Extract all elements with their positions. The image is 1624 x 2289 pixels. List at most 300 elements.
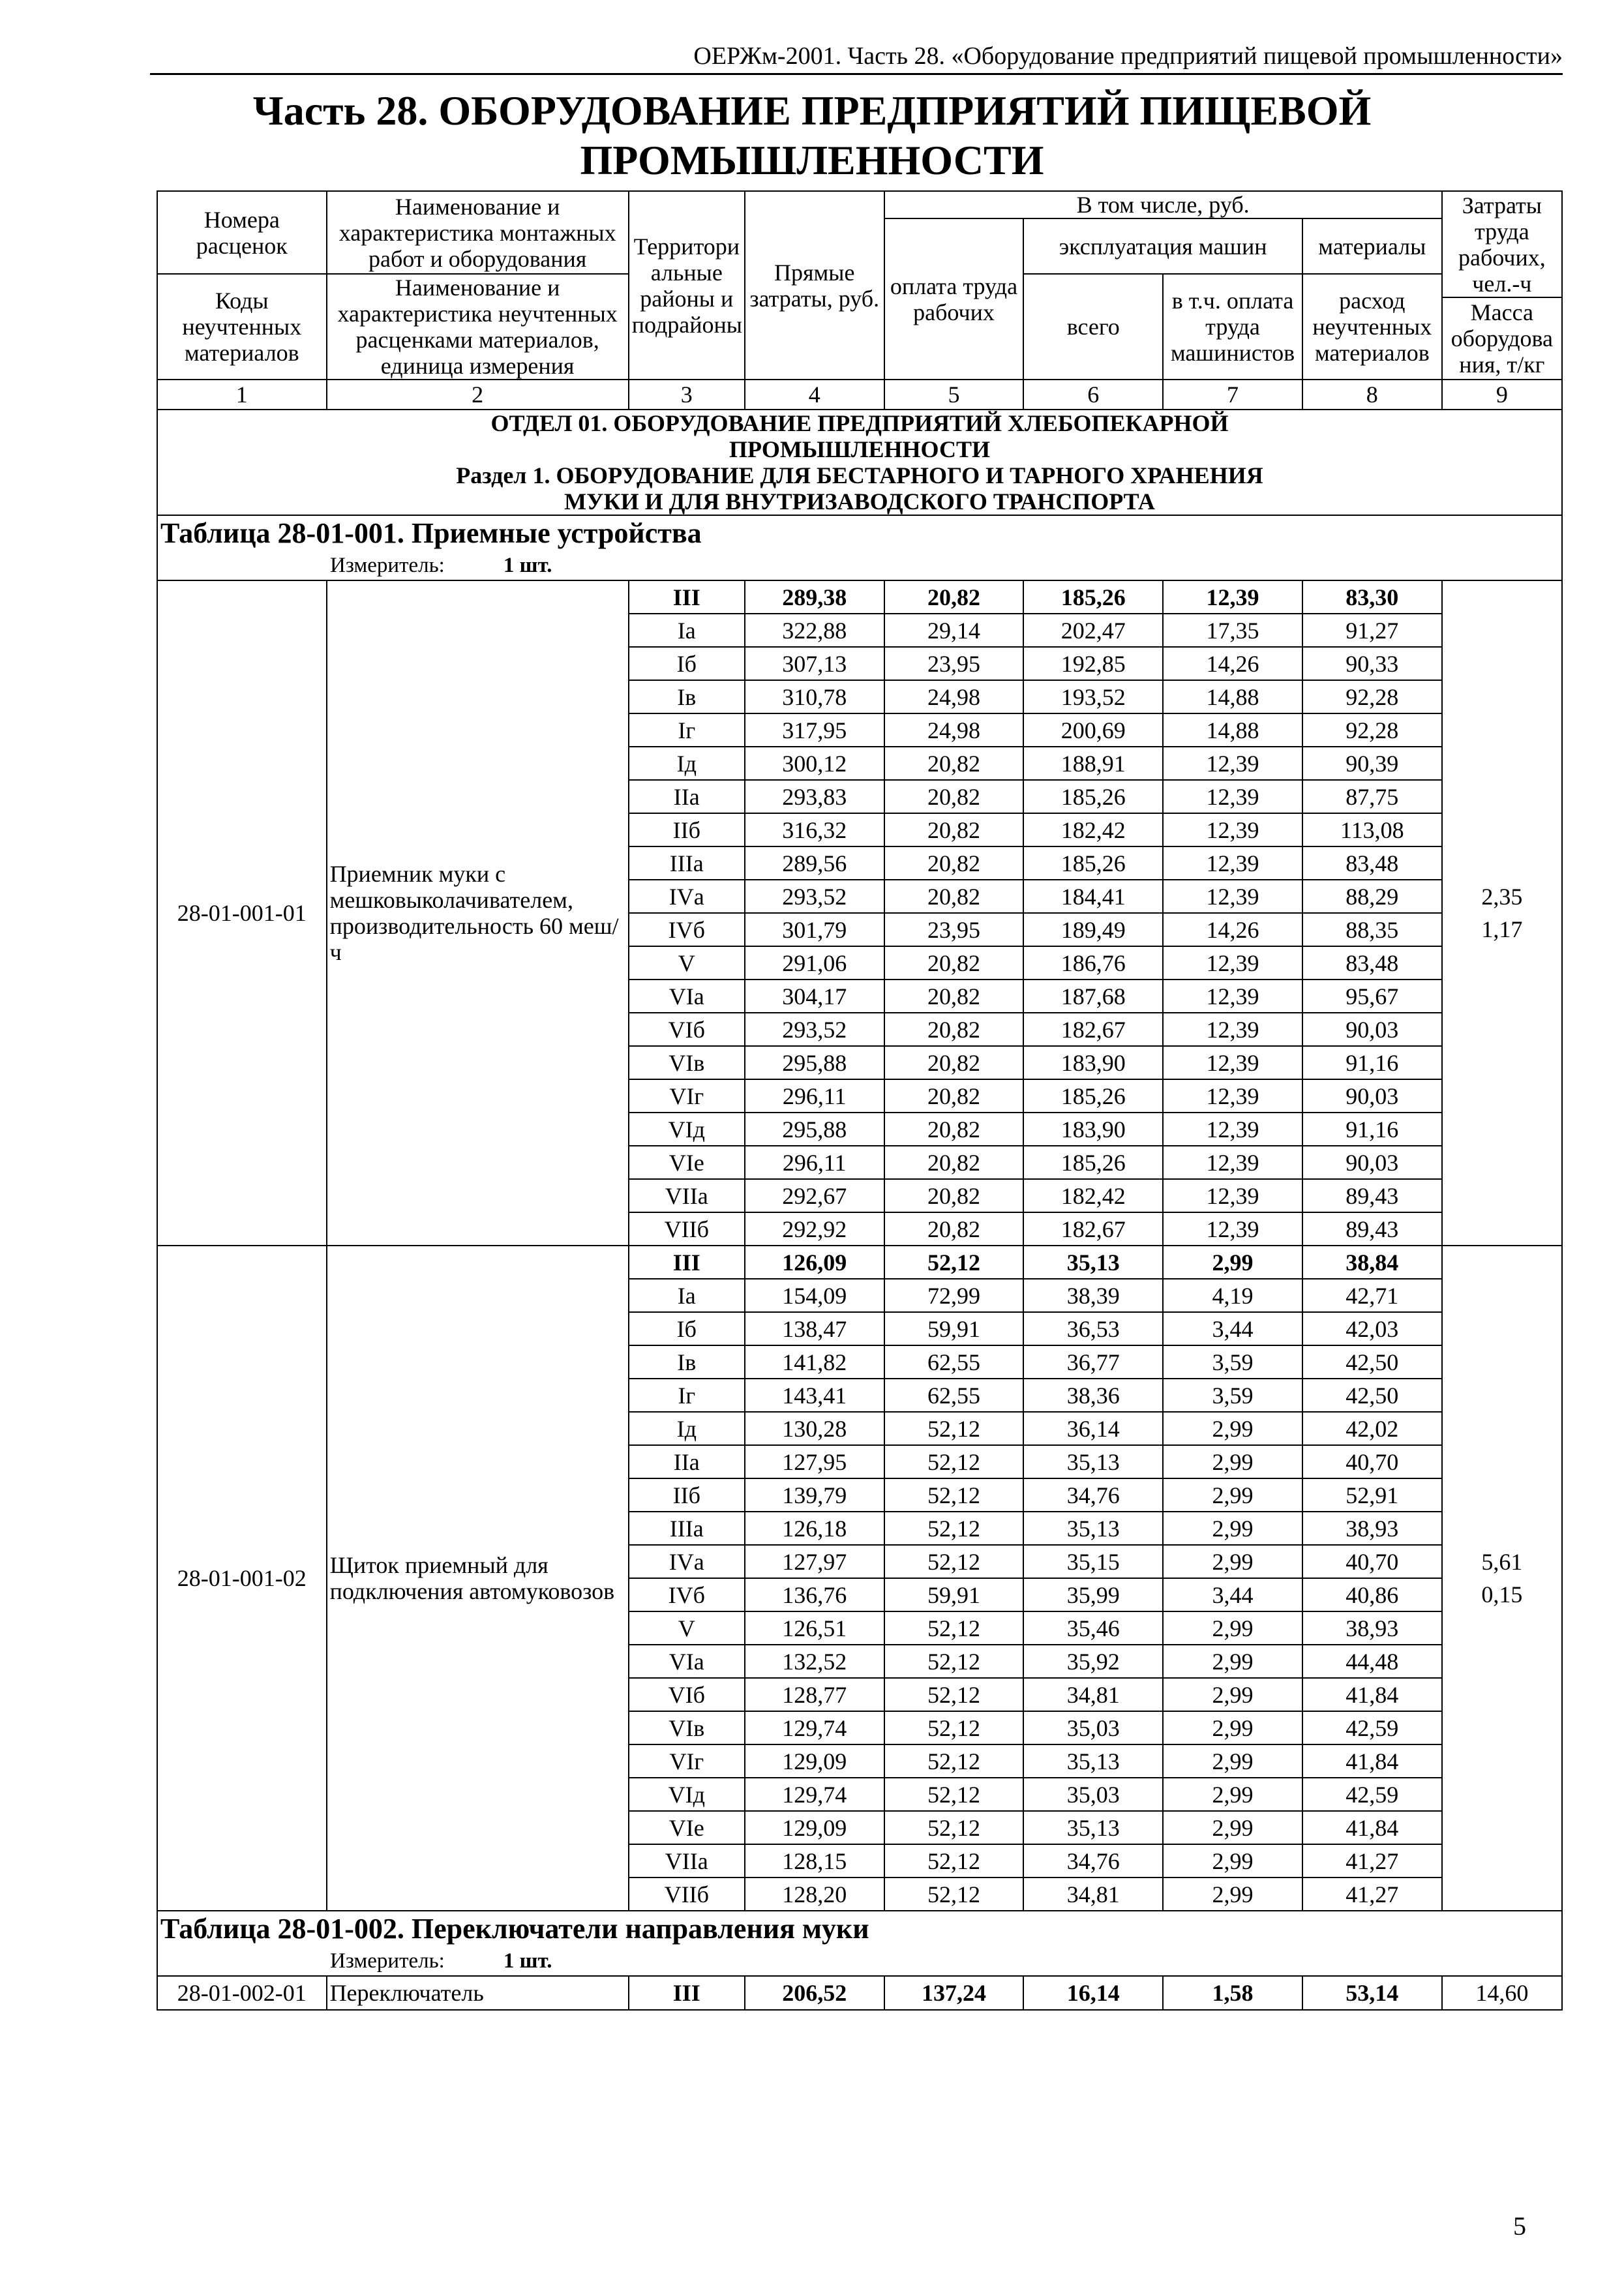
value-cell: 129,74 [745, 1711, 884, 1744]
territory-cell: VIIб [629, 1878, 745, 1911]
value-cell: 41,27 [1302, 1878, 1442, 1911]
value-cell: 126,51 [745, 1611, 884, 1645]
value-cell: 128,20 [745, 1878, 884, 1911]
measure-unit [160, 551, 1559, 580]
value-cell: 186,76 [1023, 946, 1163, 980]
header-direct-costs: Прямые затраты, руб. [745, 191, 884, 380]
value-cell: 126,09 [745, 1246, 884, 1279]
value-cell: 188,91 [1023, 747, 1163, 780]
value-cell: 35,99 [1023, 1578, 1163, 1611]
page-title [0, 86, 1624, 185]
table-heading [157, 1911, 1562, 1976]
section-heading [157, 410, 1562, 515]
value-cell: 52,12 [884, 1478, 1024, 1512]
value-cell: 132,52 [745, 1645, 884, 1678]
value-cell: 141,82 [745, 1345, 884, 1379]
column-number: 5 [884, 380, 1024, 410]
value-cell: 12,39 [1163, 846, 1302, 880]
value-cell: 35,13 [1023, 1744, 1163, 1778]
value-cell: 34,81 [1023, 1678, 1163, 1711]
value-cell: 52,12 [884, 1412, 1024, 1445]
value-cell: 2,99 [1163, 1878, 1302, 1911]
header-machinist-pay: в т.ч. оплата труда машинистов [1163, 274, 1302, 380]
value-cell: 291,06 [745, 946, 884, 980]
value-cell: 90,33 [1302, 647, 1442, 680]
value-cell: 29,14 [884, 614, 1024, 647]
territory-cell: VIб [629, 1678, 745, 1711]
value-cell: 12,39 [1163, 1046, 1302, 1079]
table-heading [157, 515, 1562, 580]
header-worker-pay: оплата труда рабочих [884, 218, 1024, 380]
table-title: Таблица 28-01-002. Переключатели направления муки [160, 1913, 869, 1945]
territory-cell: VIIб [629, 1212, 745, 1246]
value-cell: 137,24 [884, 1976, 1024, 2010]
value-cell: 23,95 [884, 913, 1024, 946]
value-cell: 95,67 [1302, 980, 1442, 1013]
value-cell: 35,03 [1023, 1778, 1163, 1811]
value-cell: 20,82 [884, 846, 1024, 880]
value-cell: 41,84 [1302, 1811, 1442, 1844]
value-cell: 3,59 [1163, 1345, 1302, 1379]
value-cell: 3,59 [1163, 1379, 1302, 1412]
value-cell: 41,27 [1302, 1844, 1442, 1878]
territory-cell: Iг [629, 713, 745, 747]
value-cell: 206,52 [745, 1976, 884, 2010]
territory-cell: VIIа [629, 1844, 745, 1878]
header-material-names: Наименование и характеристика неучтенных расценками материалов, единица измерения [327, 274, 629, 380]
header-materials: материалы [1302, 218, 1442, 274]
territory-cell: IIб [629, 1478, 745, 1512]
value-cell: 52,12 [884, 1744, 1024, 1778]
column-number: 9 [1442, 380, 1562, 410]
header-labor-costs: Затраты труда рабочих, чел.-ч [1442, 191, 1562, 297]
territory-cell: VIIа [629, 1179, 745, 1212]
value-cell: 12,39 [1163, 946, 1302, 980]
value-cell: 62,55 [884, 1345, 1024, 1379]
value-cell: 52,12 [884, 1611, 1024, 1645]
measure-label: Измеритель: [330, 1949, 445, 1973]
territory-cell: VIг [629, 1079, 745, 1113]
razdel-title-line-2: МУКИ И ДЛЯ ВНУТРИЗАВОДСКОГО ТРАНСПОРТА [564, 488, 1155, 515]
value-cell: 129,74 [745, 1778, 884, 1811]
value-cell: 2,99 [1163, 1678, 1302, 1711]
work-name: Приемник муки с мешковыколачивателем, производительность 60 меш/ч [327, 580, 629, 1246]
value-cell: 91,16 [1302, 1113, 1442, 1146]
column-number: 7 [1163, 380, 1302, 410]
value-cell: 40,70 [1302, 1545, 1442, 1578]
value-cell: 36,77 [1023, 1345, 1163, 1379]
territory-cell: Iа [629, 1279, 745, 1312]
value-cell: 183,90 [1023, 1046, 1163, 1079]
value-cell: 20,82 [884, 780, 1024, 813]
value-cell: 12,39 [1163, 1113, 1302, 1146]
value-cell: 182,42 [1023, 1179, 1163, 1212]
value-cell: 20,82 [884, 980, 1024, 1013]
territory-cell: VIд [629, 1778, 745, 1811]
value-cell: 2,99 [1163, 1246, 1302, 1279]
header-machines-total: всего [1023, 274, 1163, 380]
value-cell: 317,95 [745, 713, 884, 747]
value-cell: 72,99 [884, 1279, 1024, 1312]
value-cell: 89,43 [1302, 1212, 1442, 1246]
territory-cell: VIд [629, 1113, 745, 1146]
value-cell: 59,91 [884, 1312, 1024, 1345]
value-cell: 36,53 [1023, 1312, 1163, 1345]
value-cell: 41,84 [1302, 1678, 1442, 1711]
value-cell: 292,92 [745, 1212, 884, 1246]
value-cell: 40,86 [1302, 1578, 1442, 1611]
header-work-name: Наименование и характеристика монтажных работ и оборудования [327, 191, 629, 274]
rate-code: 28-01-002-01 [157, 1976, 327, 2010]
value-cell: 185,26 [1023, 780, 1163, 813]
value-cell: 52,12 [884, 1645, 1024, 1678]
value-cell: 20,82 [884, 946, 1024, 980]
territory-cell: Iд [629, 747, 745, 780]
value-cell: 24,98 [884, 713, 1024, 747]
value-cell: 52,12 [884, 1545, 1024, 1578]
value-cell: 12,39 [1163, 880, 1302, 913]
value-cell: 36,14 [1023, 1412, 1163, 1445]
territory-cell: III [629, 580, 745, 614]
measure-label: Измеритель: [330, 554, 445, 577]
header-material-codes: Коды неучтенных материалов [157, 274, 327, 380]
value-cell: 202,47 [1023, 614, 1163, 647]
column-number: 3 [629, 380, 745, 410]
value-cell: 183,90 [1023, 1113, 1163, 1146]
value-cell: 14,88 [1163, 680, 1302, 713]
value-cell: 52,91 [1302, 1478, 1442, 1512]
column-number: 8 [1302, 380, 1442, 410]
value-cell: 138,47 [745, 1312, 884, 1345]
value-cell: 35,03 [1023, 1711, 1163, 1744]
value-cell: 289,38 [745, 580, 884, 614]
value-cell: 52,12 [884, 1811, 1024, 1844]
territory-cell: IIа [629, 1445, 745, 1478]
value-cell: 44,48 [1302, 1645, 1442, 1678]
value-cell: 38,93 [1302, 1611, 1442, 1645]
value-cell: 91,16 [1302, 1046, 1442, 1079]
value-cell: 40,70 [1302, 1445, 1442, 1478]
value-cell: 20,82 [884, 1113, 1024, 1146]
value-cell: 12,39 [1163, 747, 1302, 780]
table-row [157, 1976, 1562, 2010]
territory-cell: VIе [629, 1811, 745, 1844]
territory-cell: VIг [629, 1744, 745, 1778]
territory-cell: Iг [629, 1379, 745, 1412]
value-cell: 92,28 [1302, 713, 1442, 747]
value-cell: 296,11 [745, 1079, 884, 1113]
value-cell: 88,35 [1302, 913, 1442, 946]
rate-code: 28-01-001-01 [157, 580, 327, 1246]
value-cell: 2,99 [1163, 1611, 1302, 1645]
territory-cell: Iв [629, 680, 745, 713]
territory-cell: IIIа [629, 1512, 745, 1545]
value-cell: 2,99 [1163, 1545, 1302, 1578]
value-cell: 293,83 [745, 780, 884, 813]
value-cell: 52,12 [884, 1711, 1024, 1744]
value-cell: 17,35 [1163, 614, 1302, 647]
header-machine-operation: эксплуатация машин [1023, 218, 1302, 274]
value-cell: 295,88 [745, 1046, 884, 1079]
value-cell: 52,12 [884, 1512, 1024, 1545]
column-number: 1 [157, 380, 327, 410]
header-material-consumption: расход неучтенных материалов [1302, 274, 1442, 380]
value-cell: 12,39 [1163, 1212, 1302, 1246]
value-cell: 185,26 [1023, 580, 1163, 614]
value-cell: 42,71 [1302, 1279, 1442, 1312]
territory-cell: VIб [629, 1013, 745, 1046]
department-title-line-1: ОТДЕЛ 01. ОБОРУДОВАНИЕ ПРЕДПРИЯТИЙ ХЛЕБОПЕКАРНОЙ [490, 410, 1229, 436]
value-cell: 35,13 [1023, 1445, 1163, 1478]
value-cell: 127,97 [745, 1545, 884, 1578]
value-cell: 38,84 [1302, 1246, 1442, 1279]
value-cell: 126,18 [745, 1512, 884, 1545]
territory-cell: VIа [629, 1645, 745, 1678]
value-cell: 2,99 [1163, 1645, 1302, 1678]
territory-cell: III [629, 1976, 745, 2010]
value-cell: 185,26 [1023, 1146, 1163, 1179]
value-cell: 185,26 [1023, 846, 1163, 880]
value-cell: 42,50 [1302, 1379, 1442, 1412]
column-number: 6 [1023, 380, 1163, 410]
labor-hours: 2,35 [1481, 884, 1523, 910]
territory-cell: IIб [629, 813, 745, 846]
work-name: Переключатель [327, 1976, 629, 2010]
value-cell: 20,82 [884, 747, 1024, 780]
value-cell: 20,82 [884, 580, 1024, 614]
territory-cell: Iв [629, 1345, 745, 1379]
value-cell: 38,93 [1302, 1512, 1442, 1545]
value-cell: 154,09 [745, 1279, 884, 1312]
territory-cell: VIв [629, 1711, 745, 1744]
value-cell: 34,76 [1023, 1478, 1163, 1512]
table-row [157, 1246, 1562, 1279]
value-cell: 35,13 [1023, 1811, 1163, 1844]
rates-table [157, 190, 1563, 2011]
territory-cell: III [629, 1246, 745, 1279]
measure-value: 1 шт. [503, 554, 552, 577]
value-cell: 34,81 [1023, 1878, 1163, 1911]
value-cell: 316,32 [745, 813, 884, 846]
value-cell: 12,39 [1163, 1146, 1302, 1179]
value-cell: 2,99 [1163, 1811, 1302, 1844]
value-cell: 304,17 [745, 980, 884, 1013]
territory-cell: VIе [629, 1146, 745, 1179]
value-cell: 129,09 [745, 1744, 884, 1778]
value-cell: 300,12 [745, 747, 884, 780]
work-name: Щиток приемный для подключения автомуковозов [327, 1246, 629, 1911]
value-cell: 139,79 [745, 1478, 884, 1512]
value-cell: 2,99 [1163, 1744, 1302, 1778]
value-cell: 38,39 [1023, 1279, 1163, 1312]
value-cell: 20,82 [884, 1146, 1024, 1179]
value-cell: 1,58 [1163, 1976, 1302, 2010]
territory-cell: VIв [629, 1046, 745, 1079]
value-cell: 20,82 [884, 813, 1024, 846]
value-cell: 184,41 [1023, 880, 1163, 913]
value-cell: 289,56 [745, 846, 884, 880]
value-cell: 90,39 [1302, 747, 1442, 780]
value-cell: 20,82 [884, 1013, 1024, 1046]
value-cell: 20,82 [884, 1212, 1024, 1246]
value-cell: 12,39 [1163, 580, 1302, 614]
value-cell: 3,44 [1163, 1312, 1302, 1345]
value-cell: 42,59 [1302, 1778, 1442, 1811]
header-rate-number: Номера расценок [157, 191, 327, 274]
equipment-mass: 1,17 [1481, 916, 1523, 942]
value-cell: 14,88 [1163, 713, 1302, 747]
value-cell: 130,28 [745, 1412, 884, 1445]
value-cell: 59,91 [884, 1578, 1024, 1611]
value-cell: 182,67 [1023, 1013, 1163, 1046]
value-cell: 92,28 [1302, 680, 1442, 713]
value-cell: 24,98 [884, 680, 1024, 713]
value-cell: 89,43 [1302, 1179, 1442, 1212]
table-row [157, 580, 1562, 614]
territory-cell: V [629, 1611, 745, 1645]
value-cell: 38,36 [1023, 1379, 1163, 1412]
value-cell: 42,02 [1302, 1412, 1442, 1445]
value-cell: 12,39 [1163, 813, 1302, 846]
territory-cell: IVб [629, 1578, 745, 1611]
running-header: ОЕРЖм-2001. Часть 28. «Оборудование предприятий пищевой промышленности» [150, 39, 1563, 75]
header-territory: Территори альные районы и подрайоны [629, 191, 745, 380]
measure-unit [160, 1947, 1559, 1975]
territory-cell: IIа [629, 780, 745, 813]
labor-hours: 14,60 [1475, 1980, 1529, 2006]
value-cell: 182,42 [1023, 813, 1163, 846]
value-cell: 301,79 [745, 913, 884, 946]
column-number: 4 [745, 380, 884, 410]
header-equipment-mass: Масса оборудова ния, т/кг [1442, 297, 1562, 380]
value-cell: 91,27 [1302, 614, 1442, 647]
value-cell: 53,14 [1302, 1976, 1442, 2010]
header-including-group: В том числе, руб. [884, 191, 1442, 218]
value-cell: 52,12 [884, 1246, 1024, 1279]
territory-cell: VIа [629, 980, 745, 1013]
value-cell: 90,03 [1302, 1146, 1442, 1179]
value-cell: 296,11 [745, 1146, 884, 1179]
territory-cell: IVа [629, 1545, 745, 1578]
labor-hours: 5,61 [1481, 1549, 1523, 1575]
value-cell: 4,19 [1163, 1279, 1302, 1312]
value-cell: 2,99 [1163, 1711, 1302, 1744]
value-cell: 189,49 [1023, 913, 1163, 946]
labor-mass-cell [1442, 1246, 1562, 1911]
value-cell: 12,39 [1163, 1079, 1302, 1113]
territory-cell: Iа [629, 614, 745, 647]
value-cell: 2,99 [1163, 1478, 1302, 1512]
value-cell: 292,67 [745, 1179, 884, 1212]
value-cell: 322,88 [745, 614, 884, 647]
value-cell: 185,26 [1023, 1079, 1163, 1113]
value-cell: 2,99 [1163, 1778, 1302, 1811]
value-cell: 192,85 [1023, 647, 1163, 680]
value-cell: 12,39 [1163, 980, 1302, 1013]
razdel-title-line-1: Раздел 1. ОБОРУДОВАНИЕ ДЛЯ БЕСТАРНОГО И ТАРНОГО ХРАНЕНИЯ [456, 462, 1263, 488]
value-cell: 143,41 [745, 1379, 884, 1412]
column-numbers-row [157, 380, 1562, 410]
value-cell: 14,26 [1163, 913, 1302, 946]
value-cell: 20,82 [884, 880, 1024, 913]
value-cell: 62,55 [884, 1379, 1024, 1412]
value-cell: 12,39 [1163, 780, 1302, 813]
value-cell: 12,39 [1163, 1013, 1302, 1046]
value-cell: 20,82 [884, 1179, 1024, 1212]
value-cell: 52,12 [884, 1844, 1024, 1878]
value-cell: 129,09 [745, 1811, 884, 1844]
page-number: 5 [1513, 2211, 1526, 2241]
value-cell: 52,12 [884, 1445, 1024, 1478]
value-cell: 88,29 [1302, 880, 1442, 913]
value-cell: 52,12 [884, 1778, 1024, 1811]
labor-mass-cell [1442, 1976, 1562, 2010]
value-cell: 16,14 [1023, 1976, 1163, 2010]
page-title-line-1: Часть 28. ОБОРУДОВАНИЕ ПРЕДПРИЯТИЙ ПИЩЕВОЙ [252, 87, 1372, 134]
value-cell: 83,30 [1302, 580, 1442, 614]
rate-code: 28-01-001-02 [157, 1246, 327, 1911]
territory-cell: IIIа [629, 846, 745, 880]
table-title: Таблица 28-01-001. Приемные устройства [160, 517, 702, 549]
value-cell: 42,03 [1302, 1312, 1442, 1345]
column-number: 2 [327, 380, 629, 410]
value-cell: 20,82 [884, 1079, 1024, 1113]
value-cell: 200,69 [1023, 713, 1163, 747]
territory-cell: Iд [629, 1412, 745, 1445]
value-cell: 136,76 [745, 1578, 884, 1611]
labor-mass-cell [1442, 580, 1562, 1246]
value-cell: 41,84 [1302, 1744, 1442, 1778]
value-cell: 307,13 [745, 647, 884, 680]
value-cell: 34,76 [1023, 1844, 1163, 1878]
value-cell: 14,26 [1163, 647, 1302, 680]
value-cell: 35,13 [1023, 1512, 1163, 1545]
value-cell: 128,77 [745, 1678, 884, 1711]
value-cell: 35,46 [1023, 1611, 1163, 1645]
value-cell: 90,03 [1302, 1013, 1442, 1046]
value-cell: 2,99 [1163, 1844, 1302, 1878]
value-cell: 52,12 [884, 1678, 1024, 1711]
value-cell: 113,08 [1302, 813, 1442, 846]
value-cell: 2,99 [1163, 1445, 1302, 1478]
value-cell: 83,48 [1302, 846, 1442, 880]
value-cell: 35,15 [1023, 1545, 1163, 1578]
value-cell: 83,48 [1302, 946, 1442, 980]
territory-cell: Iб [629, 1312, 745, 1345]
value-cell: 20,82 [884, 1046, 1024, 1079]
value-cell: 182,67 [1023, 1212, 1163, 1246]
value-cell: 87,75 [1302, 780, 1442, 813]
value-cell: 293,52 [745, 1013, 884, 1046]
value-cell: 12,39 [1163, 1179, 1302, 1212]
value-cell: 35,13 [1023, 1246, 1163, 1279]
value-cell: 295,88 [745, 1113, 884, 1146]
value-cell: 2,99 [1163, 1512, 1302, 1545]
territory-cell: IVа [629, 880, 745, 913]
equipment-mass: 0,15 [1481, 1581, 1523, 1608]
value-cell: 42,50 [1302, 1345, 1442, 1379]
value-cell: 52,12 [884, 1878, 1024, 1911]
value-cell: 35,92 [1023, 1645, 1163, 1678]
territory-cell: V [629, 946, 745, 980]
measure-value: 1 шт. [503, 1949, 552, 1973]
value-cell: 127,95 [745, 1445, 884, 1478]
page-title-line-2: ПРОМЫШЛЕННОСТИ [580, 137, 1044, 183]
department-title-line-2: ПРОМЫШЛЕННОСТИ [729, 436, 990, 462]
value-cell: 128,15 [745, 1844, 884, 1878]
territory-cell: Iб [629, 647, 745, 680]
value-cell: 42,59 [1302, 1711, 1442, 1744]
